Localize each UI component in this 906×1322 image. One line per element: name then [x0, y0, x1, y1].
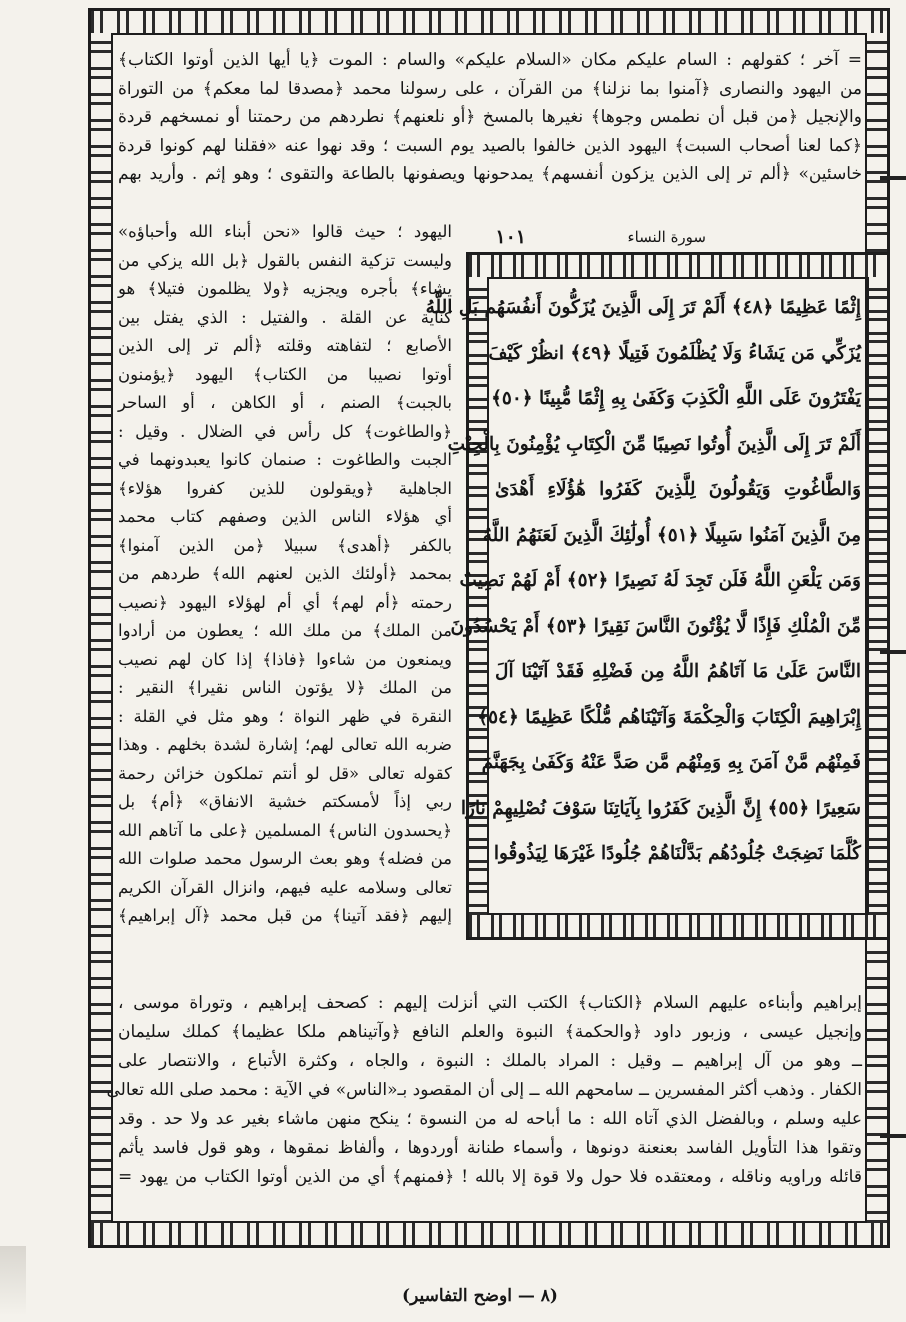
page-footer: (٨ — اوضح التفاسير)	[402, 1286, 558, 1306]
commentary-line: تعالى وسلامه عليه فيهم، وانزال القرآن الكريم	[118, 877, 452, 897]
commentary-line: أي هؤلاء الناس الذين وصفهم كتاب محمد	[118, 507, 452, 526]
bottom-ornament-band	[91, 1221, 887, 1245]
commentary-bottom	[106, 989, 862, 1192]
commentary-line: بالكفر ﴿أهدى﴾ سبيلا ﴿من الذين آمنوا﴾	[118, 535, 452, 555]
verse-line: وَمَن يَلْعَنِ اللَّهُ فَلَن تَجِدَ لَهُ نَصِيرًا ﴿٥٢﴾ أَمْ لَهُمْ نَصِيبٌ	[459, 570, 861, 591]
commentary-line: من اليهود والنصارى ﴿آمنوا بما نزلنا﴾ من القرآن ، على رسولنا محمد ﴿مصدقا لما معكم﴾ من التوراة	[118, 78, 862, 99]
commentary-line: ــ وهو من آل إبراهيم ــ وقيل : المراد بالملك : النبوة ، والجاه ، وكثرة الأتباع ، والانتصار على	[118, 1051, 862, 1071]
verse-line: مِّنَ الْمُلْكِ فَإِذًا لَّا يُؤْتُونَ النَّاسَ نَقِيرًا ﴿٥٣﴾ أَمْ يَحْسُدُونَ	[450, 615, 861, 637]
commentary-line: الأصابع ؛ لتفاهته وقلته ﴿ألم تر إلى الذين	[118, 336, 452, 355]
left-ornament-band	[91, 33, 113, 1223]
commentary-line: ﴿يحسدون الناس﴾ المسلمين ﴿على ما آتاهم الله	[118, 820, 452, 840]
verse-line: النَّاسَ عَلَىٰ مَا آتَاهُمُ اللَّهُ مِن فَضْلِهِ فَقَدْ آتَيْنَا آلَ	[495, 661, 861, 682]
commentary-line: ربي إذاً لأمسكتم خشية الانفاق» ﴿أم﴾ بل	[118, 792, 452, 811]
commentary-line: يشاء﴾ بأجره ويجزيه ﴿ولا يظلمون فتيلا﴾ هو	[118, 279, 452, 298]
commentary-line: وتقوا هذا التأويل الفاسد بعنعنة دونوها ، وأسماء طنانة أوردوها ، وألفاظ نمقوها ، وهو قول فاسد يأثم	[118, 1138, 862, 1158]
commentary-line: إليهم ﴿فقد آتينا﴾ من قبل محمد ﴿آل إبراهيم﴾	[118, 906, 452, 925]
commentary-line: إبراهيم وأبناءه عليهم السلام ﴿الكتاب﴾ الكتب التي أنزلت إليهم : كصحف إبراهيم ، وتوراة موسى ،	[118, 993, 862, 1013]
commentary-line: = آخر ؛ كقولهم : السام عليكم مكان «السلام عليكم» والسام : الموت ﴿يا أيها الذين أوتوا الكتاب﴾	[118, 50, 862, 70]
verse-line: إِثْمًا عَظِيمًا ﴿٤٨﴾ أَلَمْ تَرَ إِلَى الَّذِينَ يُزَكُّونَ أَنفُسَهُم بَلِ اللَّهُ	[425, 297, 861, 318]
verse-line: مِنَ الَّذِينَ آمَنُوا سَبِيلًا ﴿٥١﴾ أُولَٰئِكَ الَّذِينَ لَعَنَهُمُ اللَّهُ	[482, 524, 861, 546]
commentary-side	[118, 218, 452, 931]
verse-line: يَفْتَرُونَ عَلَى اللَّهِ الْكَذِبَ وَكَفَىٰ بِهِ إِثْمًا مُّبِينًا ﴿٥٠﴾	[491, 388, 861, 409]
commentary-line: من فضله﴾ وهو بعث الرسول محمد صلوات الله	[118, 849, 452, 868]
commentary-line: وإنجيل عيسى ، وزبور داود ﴿والحكمة﴾ النبوة والعلم النافع ﴿وآتيناهم ملكا عظيما﴾ كملك سليمان	[118, 1022, 862, 1042]
commentary-line: خاسئين» ﴿ألم تر إلى الذين يزكون أنفسهم﴾ يمدحونها ويصفونها بالطاعة والتقوى ؛ وهو إثم . وأريد بهم	[118, 164, 862, 185]
commentary-line: ويمنعون من شاءوا ﴿فاذا﴾ إذا كان لهم نصيب	[118, 649, 452, 669]
commentary-line: الجبت والطاغوت : صنمان كانوا يعبدونهما في	[118, 450, 452, 469]
commentary-line: والإنجيل ﴿من قبل أن نطمس وجوها﴾ نغيرها بالمسخ ﴿أو نلعنهم﴾ نطردهم من رحمتنا أو نمسخهم قردة	[118, 107, 862, 128]
quran-verses	[425, 285, 861, 877]
quran-box-right-band	[867, 277, 887, 915]
commentary-line: رحمته ﴿أم لهم﴾ أي أم لهؤلاء اليهود ﴿نصيب	[118, 592, 452, 612]
verse-line: أَلَمْ تَرَ إِلَى الَّذِينَ أُوتُوا نَصِيبًا مِّنَ الْكِتَابِ يُؤْمِنُونَ بِالْجِبْتِ	[447, 433, 861, 455]
commentary-line: ضربه الله تعالى لهم؛ إشارة لشدة بخلهم . وهذا	[118, 735, 452, 754]
commentary-line: الكفار . وذهب أكثر المفسرين ــ سامحهم الله ــ إلى أن المقصود بـ«الناس» في الآية : محمد صلى الله تعالى	[106, 1080, 862, 1100]
commentary-line: اليهود ؛ حيث قالوا «نحن أبناء الله وأحباؤه»	[118, 222, 452, 241]
commentary-line: بمحمد ﴿أولئك الذين لعنهم الله﴾ طردهم من	[118, 564, 452, 583]
commentary-line: عليه وسلم ، وبالفضل الذي آتاه الله : ما أباحه له من النسوة ؛ ينكح منهن ماشاء بغير عد ولا حد . وقد	[118, 1109, 862, 1129]
mushaf-page-number: ١٠١	[495, 226, 526, 248]
verse-line: سَعِيرًا ﴿٥٥﴾ إِنَّ الَّذِينَ كَفَرُوا بِآيَاتِنَا سَوْفَ نُصْلِيهِمْ نَارًا	[460, 797, 861, 819]
commentary-line: من الملك ﴿لا يؤتون الناس نقيرا﴾ النقير :	[118, 678, 452, 697]
quran-box-top-band	[469, 255, 887, 279]
commentary-top	[118, 46, 862, 189]
commentary-line: ﴿كما لعنا أصحاب السبت﴾ اليهود الذين خالفوا بالصيد يوم السبت ؛ وقد نهوا عنه «فقلنا لهم كونوا قردة	[118, 135, 862, 156]
margin-mark	[880, 1134, 906, 1138]
scan-edge-shadow	[0, 1246, 26, 1316]
verse-line: فَمِنْهُم مَّنْ آمَنَ بِهِ وَمِنْهُم مَّن صَدَّ عَنْهُ وَكَفَىٰ بِجَهَنَّمَ	[481, 752, 861, 773]
sura-header	[466, 226, 886, 250]
commentary-line: كقوله تعالى «قل لو أنتم تملكون خزائن رحمة	[118, 763, 452, 783]
verse-line: وَالطَّاغُوتِ وَيَقُولُونَ لِلَّذِينَ كَفَرُوا هَٰؤُلَاءِ أَهْدَىٰ	[495, 479, 861, 500]
quran-text-box	[425, 252, 890, 940]
top-ornament-band	[91, 11, 887, 35]
verse-line: يُزَكِّي مَن يَشَاءُ وَلَا يُظْلَمُونَ فَتِيلًا ﴿٤٩﴾ انظُرْ كَيْفَ	[488, 342, 861, 364]
margin-mark	[880, 650, 906, 654]
commentary-line: وليست تزكية النفس بالقول ﴿بل الله يزكي من	[118, 250, 452, 270]
commentary-line: الجاهلية ﴿ويقولون للذين كفروا هؤلاء﴾	[118, 478, 452, 498]
quran-box-bottom-band	[469, 913, 887, 937]
commentary-line: بالجبت﴾ الصنم ، أو الكاهن ، أو الساحر	[118, 393, 452, 412]
commentary-line: ﴿والطاغوت﴾ كل رأس في الضلال . وقيل :	[118, 421, 452, 441]
sura-name: سورة النساء	[627, 228, 706, 246]
commentary-line: من الملك﴾ من ملك الله ؛ يعطون من أرادوا	[118, 621, 452, 640]
commentary-line: قائله وراويه وناقله ، ومعتقده فلا حول ولا قوة إلا بالله ! ﴿فمنهم﴾ أي من الذين أوتوا الكتاب من يهود =	[118, 1167, 862, 1187]
verse-line: كُلَّمَا نَضِجَتْ جُلُودُهُم بَدَّلْنَاهُمْ جُلُودًا غَيْرَهَا لِيَذُوقُوا	[493, 843, 861, 864]
commentary-line: كناية عن القلة . والفتيل : الذي يفتل بين	[118, 307, 452, 327]
margin-mark	[880, 176, 906, 180]
commentary-line: النقرة في ظهر النواة ؛ وهو مثل في القلة :	[118, 706, 452, 726]
commentary-line: أوتوا نصيبا من الكتاب﴾ اليهود ﴿يؤمنون	[118, 364, 452, 384]
verse-line: إِبْرَاهِيمَ الْكِتَابَ وَالْحِكْمَةَ وَآتَيْنَاهُم مُّلْكًا عَظِيمًا ﴿٥٤﴾	[477, 706, 861, 728]
